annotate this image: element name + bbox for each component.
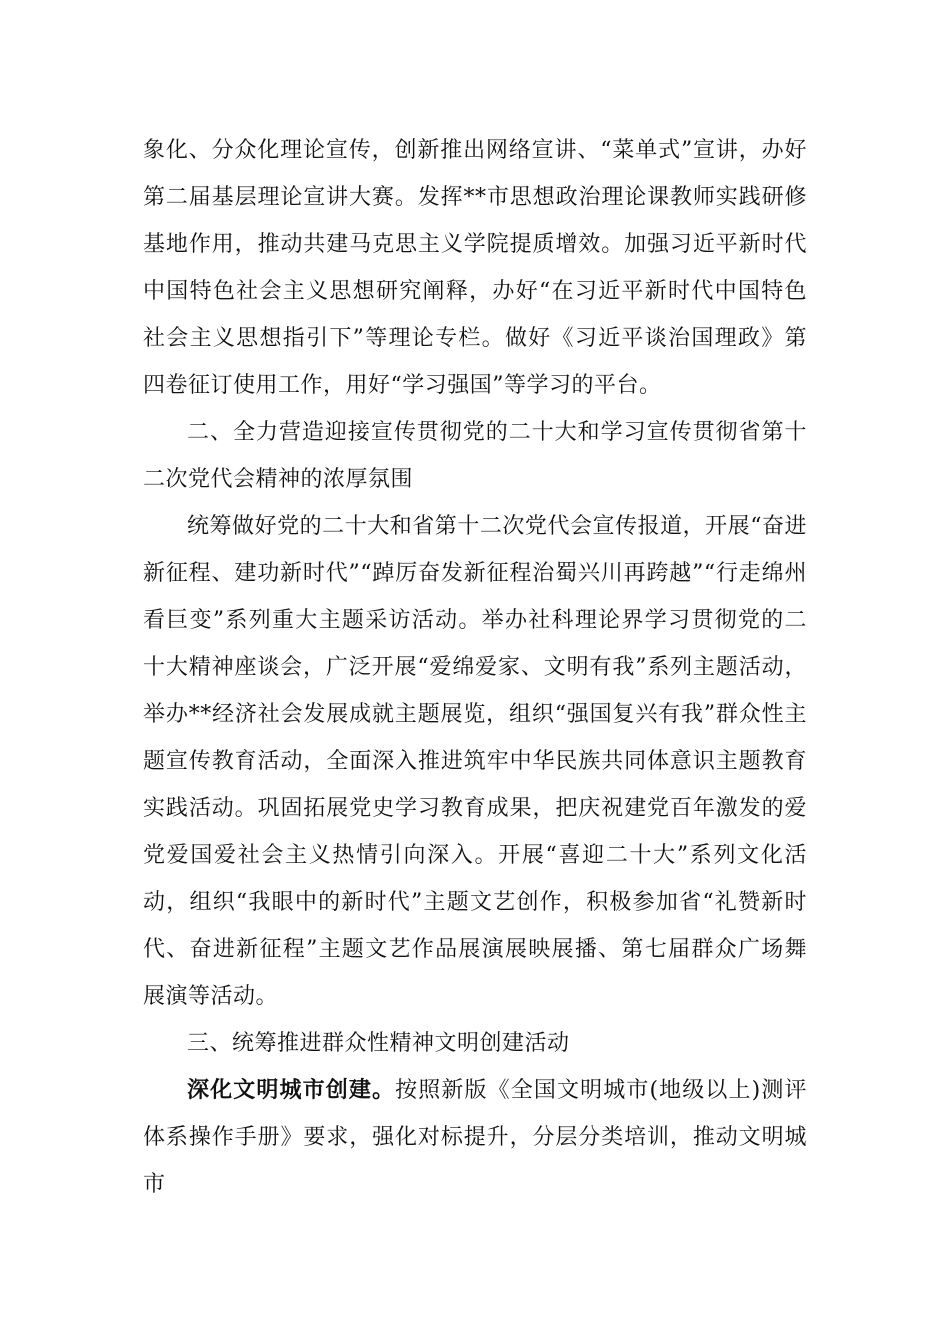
section-heading-2: 二、全力营造迎接宣传贯彻党的二十大和学习宣传贯彻省第十二次党代会精神的浓厚氛围	[143, 420, 807, 492]
paragraph-3-body: 按照新版《全国文明城市(地级以上)测评体系操作手册》要求，强化对标提升，分层分类培训，推动文明城市	[143, 1078, 807, 1197]
section-heading-3: 三、统筹推进群众性精神文明创建活动	[187, 1031, 570, 1056]
document-body	[143, 127, 807, 1208]
paragraph-3-lead: 深化文明城市创建。	[187, 1077, 396, 1103]
paragraph-1: 象化、分众化理论宣传，创新推出网络宣讲、“菜单式”宣讲，办好第二届基层理论宣讲大赛。发挥**市思想政治理论课教师实践研修基地作用，推动共建马克思主义学院提质增效。加强习近平新时代中国特色社会主义思想研究阐释，办好“在习近平新时代中国特色社会主义思想指引下”等理论专栏。做好《习近平谈治国理政》第四卷征订使用工作，用好“学习强国”等学习的平台。	[143, 138, 807, 398]
paragraph-2: 统筹做好党的二十大和省第十二次党代会宣传报道，开展“奋进新征程、建功新时代”“踔厉奋发新征程治蜀兴川再跨越”“行走绵州看巨变”系列重大主题采访活动。举办社科理论界学习贯彻党的二十大精神座谈会，广泛开展“爱绵爱家、文明有我”系列主题活动，举办**经济社会发展成就主题展览，组织“强国复兴有我”群众性主题宣传教育活动，全面深入推进筑牢中华民族共同体意识主题教育实践活动。巩固拓展党史学习教育成果，把庆祝建党百年激发的爱党爱国爱社会主义热情引向深入。开展“喜迎二十大”系列文化活动，组织“我眼中的新时代”主题文艺创作，积极参加省“礼赞新时代、奋进新征程”主题文艺作品展演展映展播、第七届群众广场舞展演等活动。	[143, 514, 807, 1009]
paragraph-3	[143, 1067, 807, 1208]
